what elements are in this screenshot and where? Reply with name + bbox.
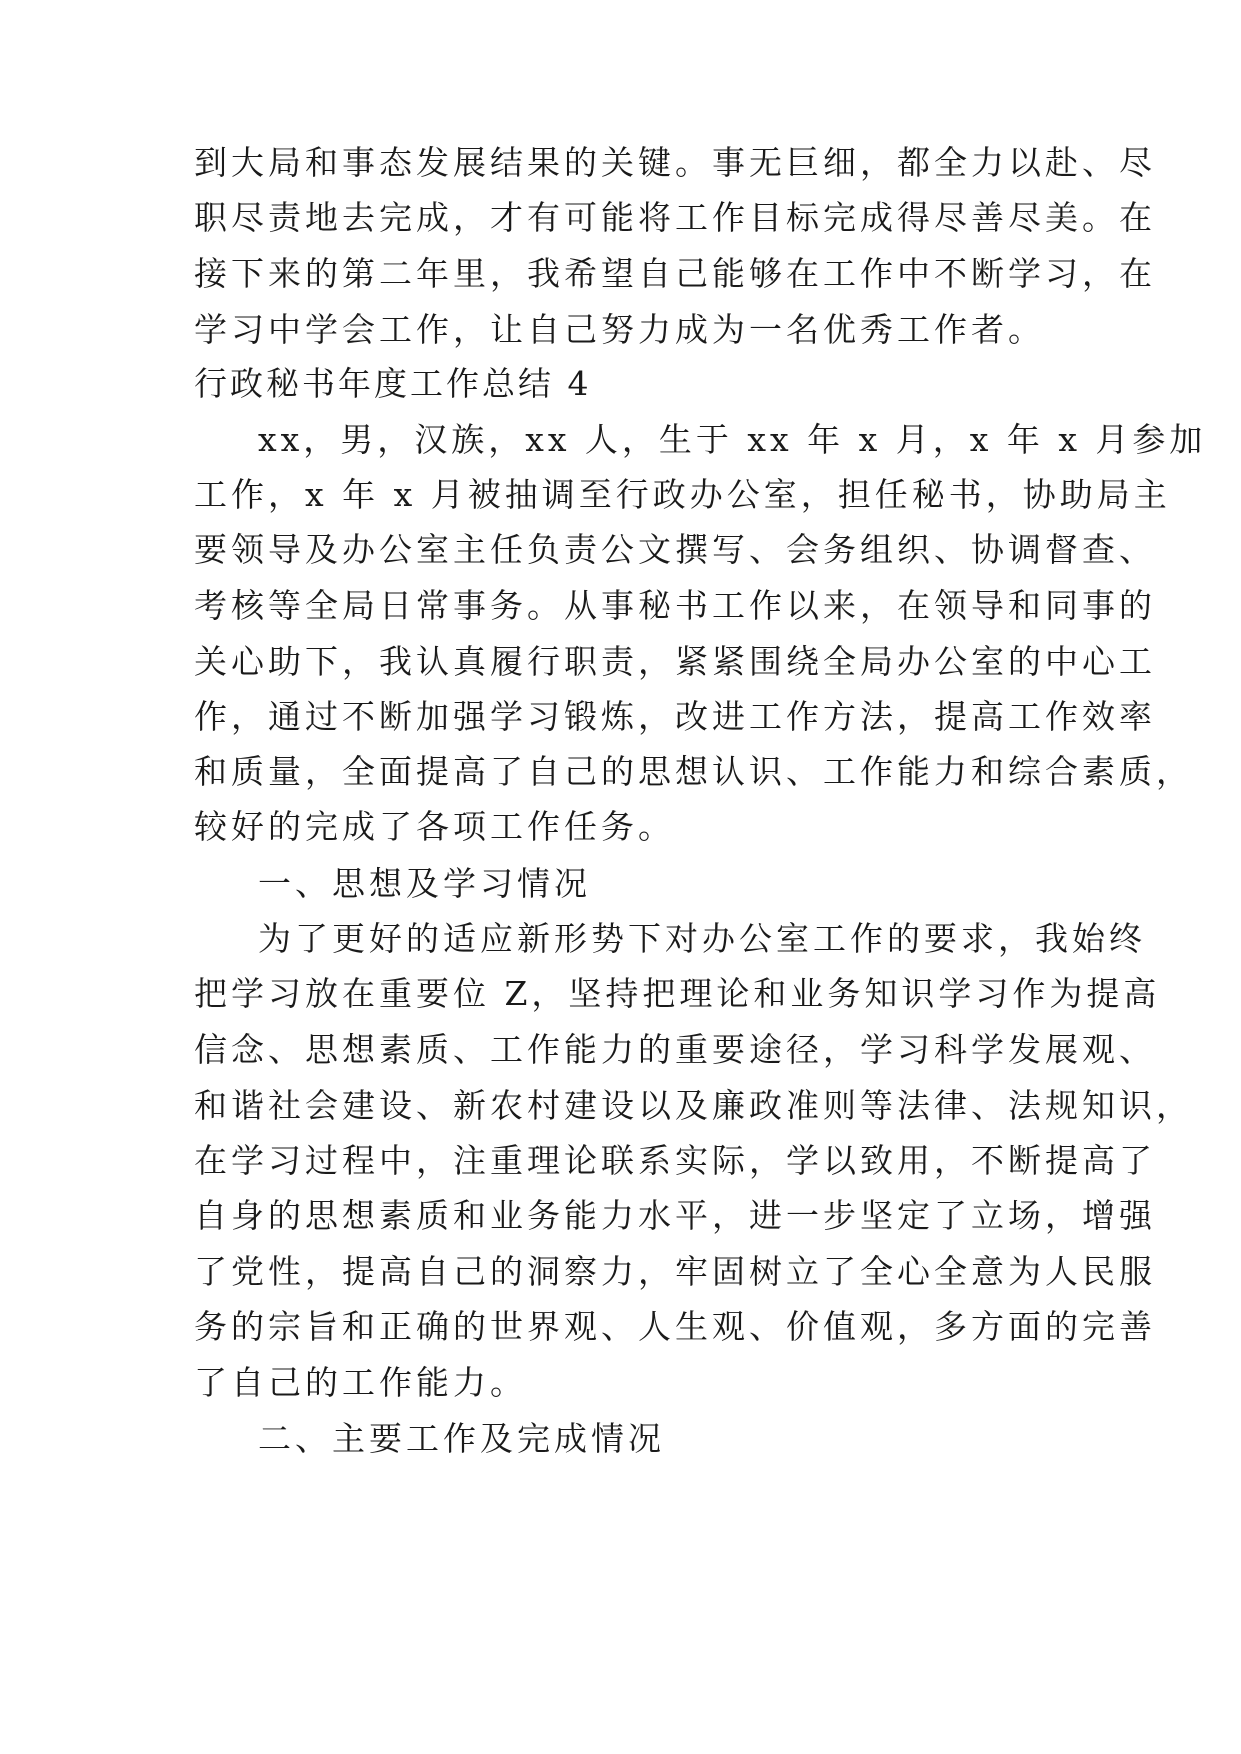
paragraph-line: 和谐社会建设、新农村建设以及廉政准则等法律、法规知识， — [194, 1086, 1193, 1125]
paragraph-line: 接下来的第二年里，我希望自己能够在工作中不断学习，在 — [194, 254, 1156, 293]
paragraph-line: 了党性，提高自己的洞察力，牢固树立了全心全意为人民服 — [194, 1252, 1156, 1291]
paragraph-line: 到大局和事态发展结果的关键。事无巨细，都全力以赴、尽 — [194, 143, 1156, 182]
paragraph-line: 工作，x 年 x 月被抽调至行政办公室，担任秘书，协助局主 — [194, 475, 1171, 514]
paragraph-line: 关心助下，我认真履行职责，紧紧围绕全局办公室的中心工 — [194, 642, 1156, 681]
subheading: 二、主要工作及完成情况 — [258, 1419, 665, 1458]
paragraph-line: 和质量，全面提高了自己的思想认识、工作能力和综合素质， — [194, 752, 1193, 791]
paragraph-line: 务的宗旨和正确的世界观、人生观、价值观，多方面的完善 — [194, 1307, 1156, 1346]
paragraph-line: 把学习放在重要位 Z，坚持把理论和业务知识学习作为提高 — [194, 974, 1161, 1013]
paragraph-line: 考核等全局日常事务。从事秘书工作以来，在领导和同事的 — [194, 586, 1156, 625]
paragraph-line: 较好的完成了各项工作任务。 — [194, 807, 675, 846]
paragraph-line: 为了更好的适应新形势下对办公室工作的要求，我始终 — [258, 919, 1146, 958]
section-title: 行政秘书年度工作总结 4 — [194, 364, 592, 403]
paragraph-line: 职尽责地去完成，才有可能将工作目标完成得尽善尽美。在 — [194, 198, 1156, 237]
paragraph-line: 在学习过程中，注重理论联系实际，学以致用，不断提高了 — [194, 1141, 1156, 1180]
paragraph-line: 作，通过不断加强学习锻炼，改进工作方法，提高工作效率 — [194, 697, 1156, 736]
paragraph-line: 学习中学会工作，让自己努力成为一名优秀工作者。 — [194, 310, 1045, 349]
subheading: 一、思想及学习情况 — [258, 864, 591, 903]
paragraph-line: 信念、思想素质、工作能力的重要途径，学习科学发展观、 — [194, 1030, 1156, 1069]
paragraph-line: 了自己的工作能力。 — [194, 1363, 527, 1402]
paragraph-line: 要领导及办公室主任负责公文撰写、会务组织、协调督查、 — [194, 530, 1156, 569]
paragraph-line: xx，男，汉族，xx 人，生于 xx 年 x 月，x 年 x 月参加 — [258, 420, 1207, 459]
paragraph-line: 自身的思想素质和业务能力水平，进一步坚定了立场，增强 — [194, 1196, 1156, 1235]
